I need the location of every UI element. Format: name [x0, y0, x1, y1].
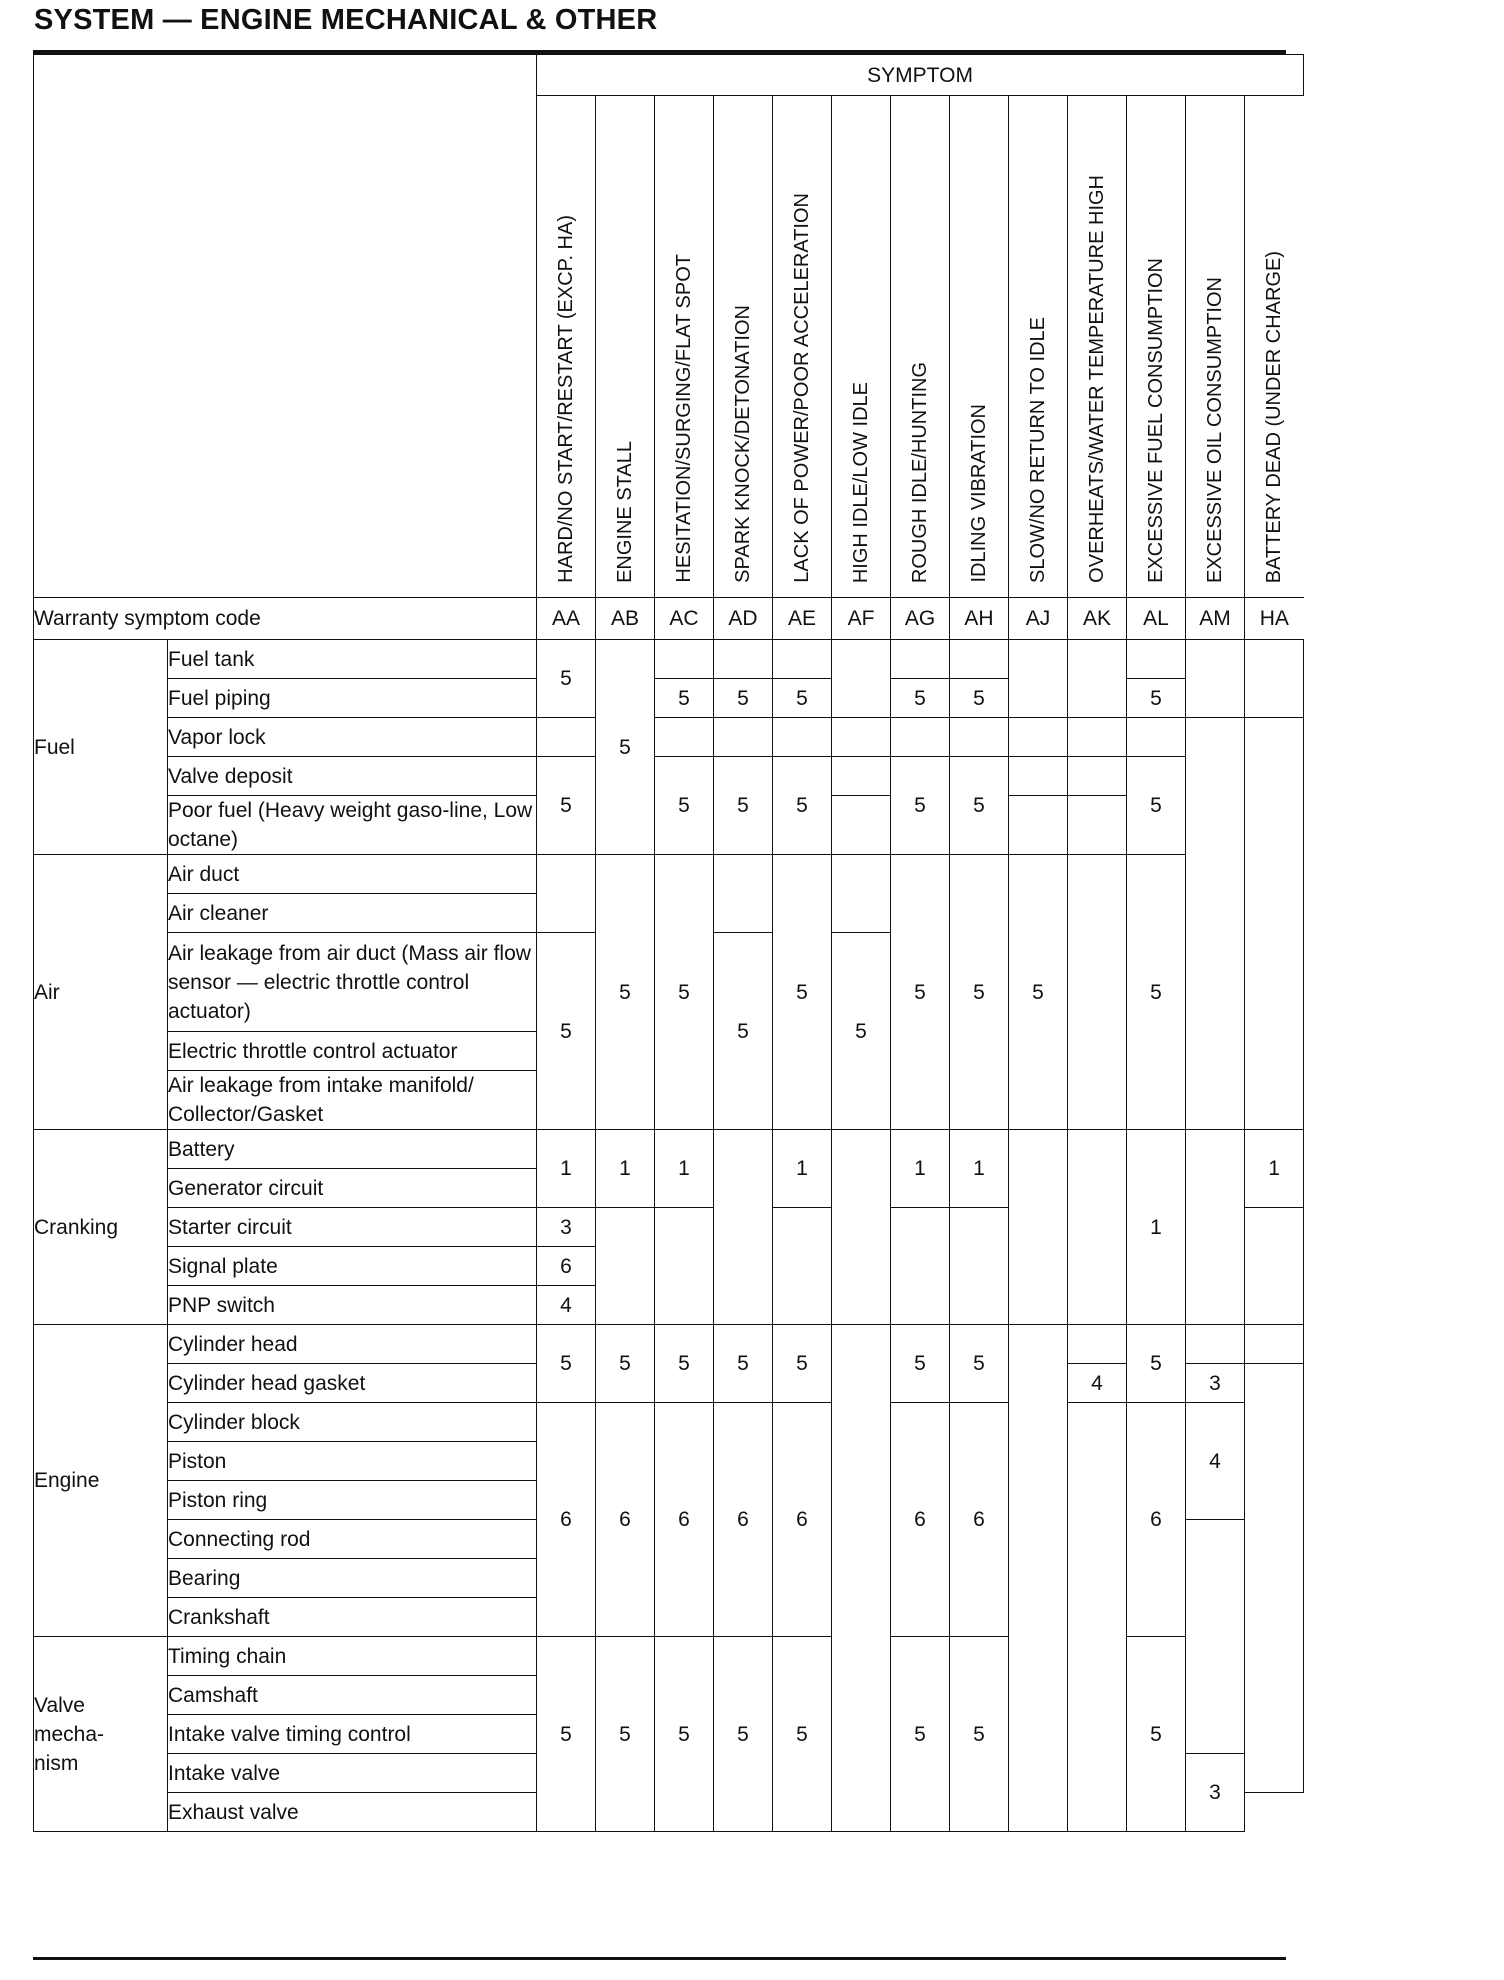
- value-cell: 1: [950, 1130, 1009, 1208]
- symptom-column-ad: [714, 96, 773, 598]
- code-cell: AG: [891, 598, 950, 640]
- symptom-column-al: [1127, 96, 1186, 598]
- component-label: Cylinder block: [168, 1403, 537, 1442]
- code-cell: AJ: [1009, 598, 1068, 640]
- symptom-column-ab: [596, 96, 655, 598]
- symptom-column-ak: [1068, 96, 1127, 598]
- value-cell: 4: [537, 1286, 596, 1325]
- system-label-fuel: Fuel: [34, 640, 168, 855]
- value-cell: [832, 1325, 891, 1832]
- code-cell: AM: [1186, 598, 1245, 640]
- value-cell: 5: [655, 1637, 714, 1832]
- value-cell: 6: [714, 1403, 773, 1637]
- value-cell: 1: [773, 1130, 832, 1208]
- component-label: Piston: [168, 1442, 537, 1481]
- value-cell: 5: [714, 679, 773, 718]
- symptom-column-am: [1186, 96, 1245, 598]
- value-cell: [1186, 1325, 1245, 1364]
- symptom-label: HIGH IDLE/LOW IDLE: [850, 381, 872, 583]
- table-row: [34, 718, 1304, 757]
- value-cell: 6: [537, 1403, 596, 1637]
- page-title: SYSTEM — ENGINE MECHANICAL & OTHER: [34, 4, 658, 36]
- value-cell: [832, 640, 891, 718]
- component-label: Electric throttle control actuator: [168, 1032, 537, 1071]
- value-cell: [891, 640, 950, 679]
- value-cell: 6: [596, 1403, 655, 1637]
- value-cell: 5: [655, 1325, 714, 1403]
- diagnosis-table: [33, 54, 1304, 1832]
- component-label: Air duct: [168, 855, 537, 894]
- value-cell: 5: [537, 1637, 596, 1832]
- component-label: Starter circuit: [168, 1208, 537, 1247]
- bottom-rule: [33, 1957, 1286, 1960]
- value-cell: 5: [596, 1325, 655, 1403]
- value-cell: [1009, 796, 1068, 855]
- value-cell: 4: [1186, 1403, 1245, 1520]
- symptom-label: HESITATION/SURGING/FLAT SPOT: [673, 254, 695, 583]
- value-cell: 5: [1127, 855, 1186, 1130]
- value-cell: [1068, 796, 1127, 855]
- component-label: [168, 933, 537, 1032]
- table-row: [34, 1325, 1304, 1364]
- symptom-label: BATTERY DEAD (UNDER CHARGE): [1263, 250, 1286, 583]
- system-label-valve: [34, 1637, 168, 1832]
- value-cell: [832, 718, 891, 757]
- value-cell: 5: [950, 1325, 1009, 1403]
- symptom-label: ENGINE STALL: [614, 441, 636, 583]
- value-cell: 5: [655, 855, 714, 1130]
- value-cell: 6: [950, 1403, 1009, 1637]
- component-label: Exhaust valve: [168, 1793, 537, 1832]
- value-cell: 5: [537, 1325, 596, 1403]
- symptom-label: LACK OF POWER/POOR ACCELERATION: [791, 193, 813, 583]
- value-cell: 5: [773, 855, 832, 1130]
- code-cell: AL: [1127, 598, 1186, 640]
- value-cell: 6: [773, 1403, 832, 1637]
- value-cell: 5: [950, 855, 1009, 1130]
- component-label: Vapor lock: [168, 718, 537, 757]
- value-cell: [950, 718, 1009, 757]
- value-cell: [1009, 640, 1068, 718]
- component-label: Air cleaner: [168, 894, 537, 933]
- value-cell: [1186, 1130, 1245, 1325]
- value-cell: 5: [537, 933, 596, 1130]
- component-label: Intake valve timing control: [168, 1715, 537, 1754]
- value-cell: 1: [596, 1130, 655, 1208]
- value-cell: [1068, 1130, 1127, 1325]
- value-cell: [1245, 718, 1304, 1130]
- value-cell: 5: [773, 1637, 832, 1832]
- value-cell: 5: [714, 1325, 773, 1403]
- value-cell: [1127, 640, 1186, 679]
- value-cell: 5: [950, 679, 1009, 718]
- code-cell: AD: [714, 598, 773, 640]
- value-cell: 3: [537, 1208, 596, 1247]
- warranty-code-label: Warranty symptom code: [34, 598, 537, 640]
- value-cell: 5: [596, 1637, 655, 1832]
- component-label: [168, 1071, 537, 1130]
- component-label: Intake valve: [168, 1754, 537, 1793]
- value-cell: [950, 640, 1009, 679]
- component-label: Cylinder head: [168, 1325, 537, 1364]
- component-label: Battery: [168, 1130, 537, 1169]
- value-cell: [773, 640, 832, 679]
- value-cell: [655, 718, 714, 757]
- symptom-column-ae: [773, 96, 832, 598]
- component-label: Fuel tank: [168, 640, 537, 679]
- value-cell: [596, 1208, 655, 1325]
- value-cell: 5: [1127, 757, 1186, 855]
- value-cell: [655, 1208, 714, 1325]
- value-cell: 5: [891, 679, 950, 718]
- symptom-header: SYMPTOM: [537, 55, 1304, 96]
- code-cell: AF: [832, 598, 891, 640]
- component-text: Air leakage from intake manifold/ Collector/Gasket: [168, 1074, 474, 1126]
- component-label: Valve deposit: [168, 757, 537, 796]
- table-row: [34, 1403, 1304, 1442]
- value-cell: [1186, 1520, 1245, 1754]
- warranty-code-row: [34, 598, 1304, 640]
- component-label: Generator circuit: [168, 1169, 537, 1208]
- value-cell: 5: [655, 679, 714, 718]
- component-label: Timing chain: [168, 1637, 537, 1676]
- table-row: [34, 1130, 1304, 1169]
- value-cell: [1009, 1130, 1068, 1325]
- value-cell: [773, 718, 832, 757]
- value-cell: [1068, 640, 1127, 718]
- value-cell: 5: [596, 855, 655, 1130]
- value-cell: 1: [1127, 1130, 1186, 1325]
- value-cell: 5: [714, 933, 773, 1130]
- value-cell: 1: [537, 1130, 596, 1208]
- value-cell: 5: [1127, 1325, 1186, 1403]
- value-cell: 5: [537, 757, 596, 855]
- symptom-label: IDLING VIBRATION: [968, 404, 990, 583]
- value-cell: [714, 640, 773, 679]
- value-cell: [1068, 1403, 1127, 1832]
- value-cell: 5: [891, 757, 950, 855]
- value-cell: [537, 855, 596, 933]
- value-cell: 5: [1127, 1637, 1186, 1832]
- value-cell: 5: [891, 1637, 950, 1832]
- component-label: Camshaft: [168, 1676, 537, 1715]
- component-label: Bearing: [168, 1559, 537, 1598]
- code-cell: AC: [655, 598, 714, 640]
- symptom-label: SPARK KNOCK/DETONATION: [732, 305, 754, 583]
- code-cell: HA: [1245, 598, 1304, 640]
- symptom-column-ha: [1245, 96, 1304, 598]
- value-cell: [1186, 718, 1245, 1130]
- value-cell: 1: [1245, 1130, 1304, 1208]
- value-cell: [832, 1130, 891, 1325]
- value-cell: [714, 855, 773, 933]
- value-cell: 5: [1127, 679, 1186, 718]
- value-cell: [537, 718, 596, 757]
- value-cell: [1068, 757, 1127, 796]
- component-label: PNP switch: [168, 1286, 537, 1325]
- component-text: Air leakage from air duct (Mass air flow sensor — electric throttle control actuator): [168, 941, 531, 1023]
- value-cell: 5: [950, 757, 1009, 855]
- value-cell: [1245, 1325, 1304, 1364]
- value-cell: [1245, 640, 1304, 718]
- value-cell: [1068, 1325, 1127, 1364]
- symptom-column-ah: [950, 96, 1009, 598]
- symptom-column-ac: [655, 96, 714, 598]
- value-cell: [832, 796, 891, 855]
- value-cell: [1009, 1325, 1068, 1832]
- value-cell: 5: [537, 640, 596, 718]
- value-cell: 5: [891, 855, 950, 1130]
- system-text: Valve mecha-nism: [34, 1693, 105, 1775]
- code-cell: AH: [950, 598, 1009, 640]
- value-cell: 5: [891, 1325, 950, 1403]
- code-cell: AA: [537, 598, 596, 640]
- symptom-label: ROUGH IDLE/HUNTING: [909, 361, 931, 583]
- value-cell: [891, 718, 950, 757]
- symptom-column-aa: [537, 96, 596, 598]
- value-cell: 5: [773, 679, 832, 718]
- value-cell: [891, 1208, 950, 1325]
- header-blank: [34, 55, 537, 598]
- value-cell: [655, 640, 714, 679]
- value-cell: [714, 1130, 773, 1325]
- table-row: [34, 640, 1304, 679]
- component-label: Fuel piping: [168, 679, 537, 718]
- value-cell: [1245, 1364, 1304, 1793]
- value-cell: [832, 855, 891, 933]
- value-cell: 5: [832, 933, 891, 1130]
- symptom-column-ag: [891, 96, 950, 598]
- component-label: [168, 796, 537, 855]
- value-cell: [832, 757, 891, 796]
- value-cell: 1: [655, 1130, 714, 1208]
- value-cell: 5: [950, 1637, 1009, 1832]
- value-cell: 6: [891, 1403, 950, 1637]
- value-cell: 5: [1009, 855, 1068, 1130]
- value-cell: [714, 718, 773, 757]
- value-cell: 5: [773, 757, 832, 855]
- code-cell: AK: [1068, 598, 1127, 640]
- value-cell: 3: [1186, 1364, 1245, 1403]
- component-text: Poor fuel (Heavy weight gaso-line, Low octane): [168, 799, 533, 851]
- value-cell: [1068, 855, 1127, 1130]
- value-cell: 6: [537, 1247, 596, 1286]
- system-label-cranking: Cranking: [34, 1130, 168, 1325]
- code-cell: AB: [596, 598, 655, 640]
- system-label-air: Air: [34, 855, 168, 1130]
- value-cell: [1127, 718, 1186, 757]
- component-label: Piston ring: [168, 1481, 537, 1520]
- symptom-label: HARD/NO START/RESTART (EXCP. HA): [555, 215, 577, 583]
- value-cell: [1068, 718, 1127, 757]
- value-cell: 1: [891, 1130, 950, 1208]
- symptom-label: SLOW/NO RETURN TO IDLE: [1027, 317, 1049, 583]
- value-cell: 5: [773, 1325, 832, 1403]
- value-cell: 3: [1186, 1754, 1245, 1832]
- code-cell: AE: [773, 598, 832, 640]
- symptom-label: OVERHEATS/WATER TEMPERATURE HIGH: [1086, 175, 1108, 583]
- component-label: Signal plate: [168, 1247, 537, 1286]
- table-row: [34, 757, 1304, 796]
- value-cell: [773, 1208, 832, 1325]
- value-cell: [1009, 718, 1068, 757]
- component-label: Connecting rod: [168, 1520, 537, 1559]
- value-cell: [1186, 640, 1245, 718]
- value-cell: 5: [655, 757, 714, 855]
- symptom-column-aj: [1009, 96, 1068, 598]
- symptom-label: EXCESSIVE FUEL CONSUMPTION: [1145, 258, 1167, 583]
- symptom-column-af: [832, 96, 891, 598]
- value-cell: 6: [1127, 1403, 1186, 1637]
- value-cell: 5: [596, 640, 655, 855]
- value-cell: [1245, 1208, 1304, 1325]
- value-cell: 4: [1068, 1364, 1127, 1403]
- symptom-label: EXCESSIVE OIL CONSUMPTION: [1204, 277, 1226, 583]
- component-label: Cylinder head gasket: [168, 1364, 537, 1403]
- value-cell: 5: [714, 1637, 773, 1832]
- value-cell: [950, 1208, 1009, 1325]
- value-cell: 6: [655, 1403, 714, 1637]
- value-cell: [1009, 757, 1068, 796]
- component-label: Crankshaft: [168, 1598, 537, 1637]
- table-row: [34, 855, 1304, 894]
- system-label-engine: Engine: [34, 1325, 168, 1637]
- value-cell: 5: [714, 757, 773, 855]
